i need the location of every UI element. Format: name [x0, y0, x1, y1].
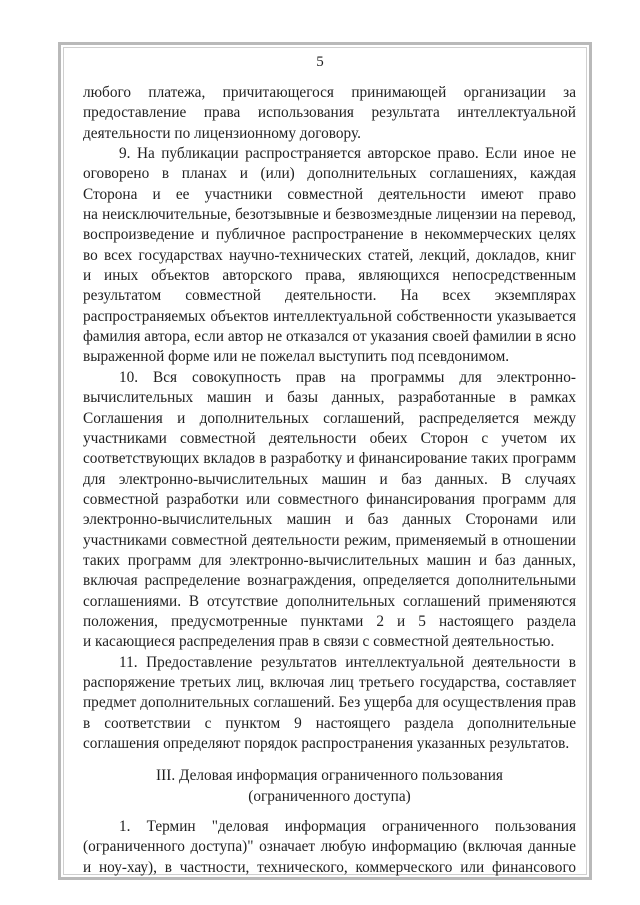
text-line: для электронно-вычислительных машин и баз данных. В случаях: [83, 470, 576, 488]
text-line: (ограниченного доступа)" означает любую информацию (включая данные: [83, 838, 576, 856]
text-line: включая распределение вознаграждения, определяется дополнительными: [83, 572, 576, 590]
text-line: и ноу-хау), в частности, технического, коммерческого или финансового: [83, 858, 576, 876]
text-line: электронно-вычислительных машин и баз данных Сторонами или: [83, 511, 576, 529]
text-line: 1. Термин "деловая информация ограниченного пользования: [119, 818, 576, 836]
text-line: 9. На публикации распространяется авторское право. Если иное не: [119, 145, 576, 163]
text-line: распространяемых объектов интеллектуальной собственности указывается: [83, 307, 576, 325]
text-line: участниками совместной деятельности обеих Сторон с учетом их: [83, 429, 576, 447]
text-line: распоряжение третьих лиц, включая лиц третьего государства, составляет: [83, 673, 576, 691]
text-line: воспроизведение и публичное распространение в некоммерческих целях: [83, 226, 576, 244]
text-line: 11. Предоставление результатов интеллектуальной деятельности в: [119, 653, 576, 671]
text-line: предмет дополнительных соглашений. Без ущерба для осуществления прав: [83, 694, 576, 712]
section-title-line-1: III. Деловая информация ограниченного пользования: [156, 767, 503, 785]
text-line: результатом совместной деятельности. На всех экземплярах: [83, 287, 576, 305]
text-line: деятельности по лицензионному договору.: [83, 124, 361, 142]
text-line: и касающиеся распределения прав в связи с совместной деятельностью.: [83, 633, 555, 651]
text-line: положения, предусмотренные пунктами 2 и 5 настоящего раздела: [83, 612, 576, 630]
text-line: участниками совместной деятельности режим, применяемый в отношении: [83, 531, 576, 549]
text-line: выраженной форме или не пожелал выступить под псевдонимом.: [83, 348, 510, 366]
text-line: вычислительных машин и базы данных, разработанные в рамках: [83, 389, 576, 407]
text-line: соглашения определяют порядок распространения указанных результатов.: [83, 735, 570, 752]
text-line: соглашениями. В отсутствие дополнительных соглашений применяются: [83, 592, 576, 610]
text-line: любого платежа, причитающегося принимающей организации за: [83, 84, 576, 101]
text-line: и иных объектов авторского права, являющихся непосредственным: [83, 267, 576, 285]
page-number: 5: [316, 54, 324, 70]
text-line: в соответствии с пунктом 9 настоящего раздела дополнительные: [83, 714, 576, 732]
text-line: оговорено в планах и (или) дополнительных соглашениях, каждая: [83, 165, 576, 183]
text-line: 10. Вся совокупность прав на программы для электронно-: [119, 368, 576, 386]
paragraph-11: [83, 653, 576, 755]
text-line: предоставление права использования результата интеллектуальной: [83, 104, 576, 122]
paragraph-9: [83, 144, 576, 368]
text-line: Соглашения и дополнительных соглашений, распределяется между: [83, 409, 576, 427]
paragraph-10: [83, 368, 576, 653]
paragraph-continuation: [83, 83, 576, 144]
section-title-line-2: (ограниченного доступа): [248, 787, 411, 805]
text-line: Сторона и ее участники совместной деятельности имеют право: [83, 185, 576, 203]
text-line: совместной разработки или совместного финансирования программ для: [83, 490, 576, 508]
text-line: на неисключительные, безотзывные и безвозмездные лицензии на перевод,: [83, 206, 576, 224]
paragraph-definition: [83, 817, 576, 878]
document-body: [83, 83, 576, 878]
text-line: фамилия автора, если автор не отказался от указания своей фамилии в ясно: [83, 328, 576, 346]
text-line: соответствующих вкладов в разработку и финансирование таких программ: [83, 450, 576, 468]
section-heading: [83, 766, 576, 807]
text-line: таких программ для электронно-вычислительных машин и баз данных,: [83, 551, 576, 569]
text-line: во всех государствах научно-технических статей, лекций, докладов, книг: [83, 246, 576, 264]
